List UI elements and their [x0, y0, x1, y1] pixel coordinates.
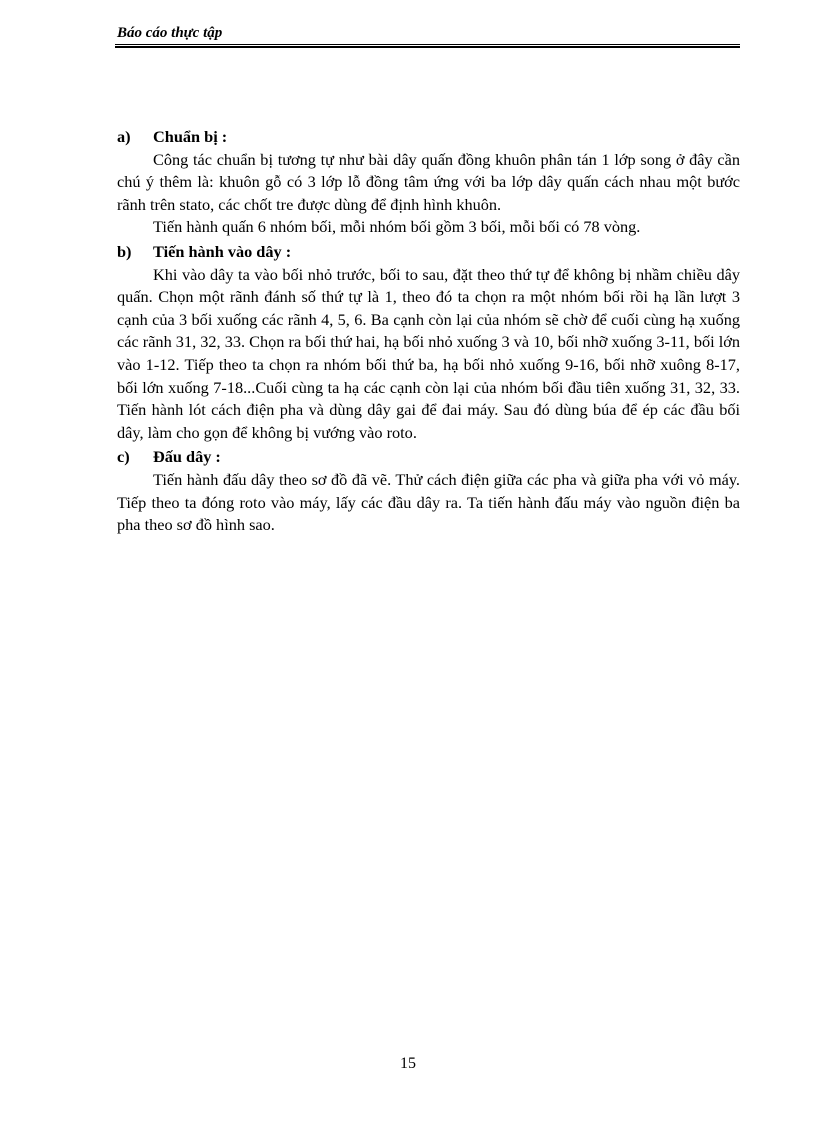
page-header-title: Báo cáo thực tập — [117, 25, 223, 41]
section-c-label: c) — [117, 447, 130, 467]
section-a-heading — [117, 126, 740, 149]
section-b-heading — [117, 241, 740, 264]
section-c-title: Đấu dây : — [153, 447, 221, 467]
section-c-heading — [117, 446, 740, 469]
document-body — [117, 126, 740, 537]
section-a-label: a) — [117, 127, 131, 146]
section-a-paragraph-2: Tiến hành quấn 6 nhóm bối, mỗi nhóm bối gồm 3 bối, mỗi bối có 78 vòng. — [153, 217, 641, 237]
section-a-paragraph-1: Công tác chuẩn bị tương tự như bài dây quấn đồng khuôn phân tán 1 lớp song ở đây cần chú ý thêm là: khuôn gỗ có 3 lớp lỗ đồng tâm ứng với ba lớp dây quấn cách nhau một bước rãnh trên stato, các chốt tre được dùng để định hình khuôn. — [117, 149, 740, 214]
section-b-label: b) — [117, 241, 132, 261]
section-b-title: Tiến hành vào dây : — [153, 241, 292, 261]
section-c-paragraph-1: Tiến hành đấu dây theo sơ đồ đã vẽ. Thử cách điện giữa các pha và giữa pha với vỏ máy. Tiếp theo ta đóng roto vào máy, lấy các đầu dây ra. Ta tiến hành đấu máy vào nguồn điện ba pha theo sơ đồ hình sao. — [117, 469, 740, 535]
page-number: 15 — [400, 1055, 416, 1072]
section-b-paragraph-1: Khi vào dây ta vào bối nhỏ trước, bối to sau, đặt theo thứ tự để không bị nhầm chiều dây quấn. Chọn một rãnh đánh số thứ tự là 1, theo đó ta chọn ra một nhóm bối rồi hạ lần lượt 3 cạnh của 3 bối xuống các rãnh 4, 5, 6. Ba cạnh còn lại của nhóm sẽ chờ để cuối cùng hạ xuống các rãnh 31, 32, 33. Chọn ra bối thứ hai, hạ bối nhỏ xuống 3 và 10, bối nhỡ xuống 3-11, bối lớn vào 1-12. Tiếp theo ta chọn ra nhóm bối thứ ba, hạ bối nhỏ xuống 9-16, bối nhỡ xuông 8-17, bối lớn xuống 7-18...Cuối cùng ta hạ các cạnh còn lại của nhóm bối đầu tiên xuống 31, 32, 33. Tiến hành lót cách điện pha và dùng dây gai để đai máy. Sau đó dùng búa để ép các đầu bối dây, làm cho gọn để không bị vướng vào roto. — [117, 264, 740, 442]
section-a-title: Chuẩn bị : — [153, 127, 228, 146]
header-divider — [115, 44, 740, 48]
